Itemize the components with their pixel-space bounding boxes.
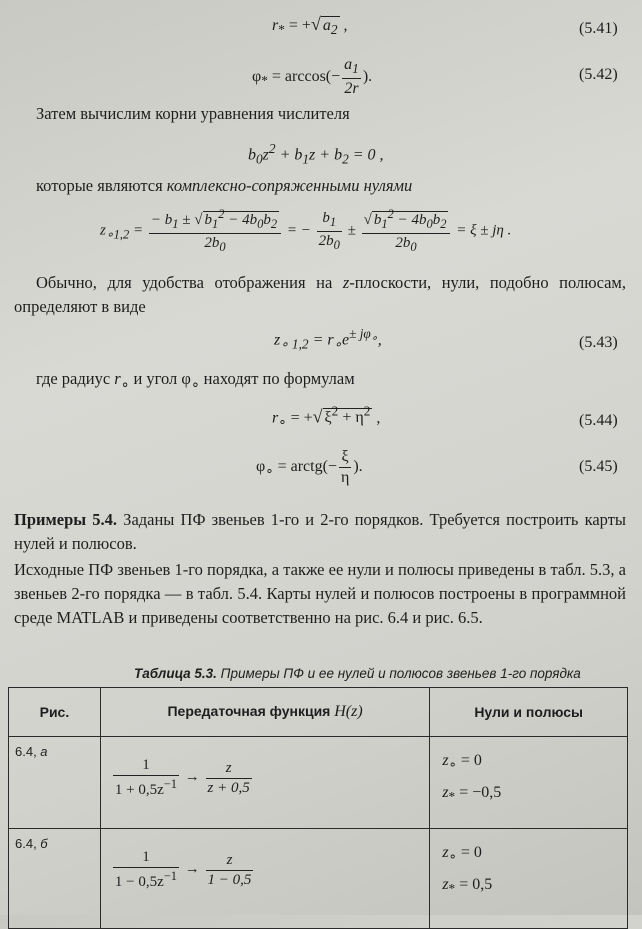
transfer-function-cell: $\frac{1}{1 - 0,5z^{-1}}$ → $\frac{z}{1 - 0,5}$ — [100, 829, 429, 929]
figure-cell: 6.4, а — [9, 737, 101, 829]
zeros-poles-cell: $z_\circ = 0$ $z_* = -0,5$ — [430, 737, 628, 829]
paragraph-text: Затем вычислим корни уравнения числителя — [36, 104, 350, 123]
paragraph-text: Исходные ПФ звеньев 1-го порядка, а также ее нули и полюсы приведены в табл. 5.3, а звеньев 2-го порядка — в табл. 5.4. Карты нулей и полюсов построены в программной среде MATLAB и приведены соответственно на рис. 6.4 и рис. 6.5. — [14, 560, 626, 627]
paragraph-text: Обычно, для удобства отображения на z-плоскости, нули, подобно полюсам, определяют в виде — [14, 273, 626, 316]
paragraph-text: которые являются комплексно-сопряженными нулями — [36, 176, 413, 195]
equation-number: (5.43) — [579, 334, 618, 351]
column-header: Нули и полюсы — [430, 688, 628, 737]
equation-zeros: $z_{\circ 1,2}$ = $\frac{- b_1 \pm √ b_1^2 - 4b_0b_2}{2b_0}$ = − $\frac{b_1}{2b_0}$ ± $\frac{√ b_1^2 - 4b_0b_2}{2b_0}$ = ξ ± jη . — [100, 207, 512, 254]
equation-5-45: $\varphi_\circ$ = arctg(− $\frac{\xi}{\eta}$ ). — [256, 448, 363, 486]
equation-number: (5.44) — [579, 412, 618, 429]
transfer-function-cell: $\frac{1}{1 + 0,5z^{-1}}$ → $\frac{z}{z + 0,5}$ — [100, 737, 429, 829]
table-row — [9, 737, 628, 829]
equation-number: (5.42) — [579, 66, 618, 83]
table-5-3 — [8, 687, 628, 929]
equation-number: (5.41) — [579, 20, 618, 37]
equation-number: (5.45) — [579, 458, 618, 475]
table-row — [9, 829, 628, 929]
equation-5-44: $r_\circ$ = +√ $\xi^2 + \eta^2$ , — [272, 404, 381, 430]
table-caption: Таблица 5.3. Примеры ПФ и ее нулей и полюсов звеньев 1-го порядка — [134, 666, 581, 681]
paragraph-text: где радиус $r_\circ$ и угол $\varphi_\circ$ находят по формулам — [36, 369, 355, 392]
figure-cell: 6.4, б — [9, 829, 101, 929]
equation-5-43: $z_{\circ 1,2} = r_\circ e^{\pm j\varphi_\circ}$, — [274, 326, 382, 352]
column-header: Передаточная функция H(z) — [100, 688, 429, 737]
equation-numerator: $b_0z^2 + b_1z + b_2 = 0$ , — [248, 141, 384, 167]
equation-5-41: $r_*$ = +√ $a_2$ , — [272, 14, 348, 38]
equation-5-42: $\varphi_* = \arccos(-$ $\frac{a_1}{2r}$ ). — [252, 56, 373, 98]
arrow-icon: → — [184, 769, 200, 786]
table-header-row — [9, 688, 628, 737]
examples-paragraph: Примеры 5.4. Заданы ПФ звеньев 1-го и 2-го порядков. Требуется построить карты нулей и полюсов. — [14, 510, 626, 553]
arrow-icon: → — [184, 861, 200, 878]
zeros-poles-cell: $z_\circ = 0$ $z_* = 0,5$ — [430, 829, 628, 929]
column-header: Рис. — [9, 688, 101, 737]
